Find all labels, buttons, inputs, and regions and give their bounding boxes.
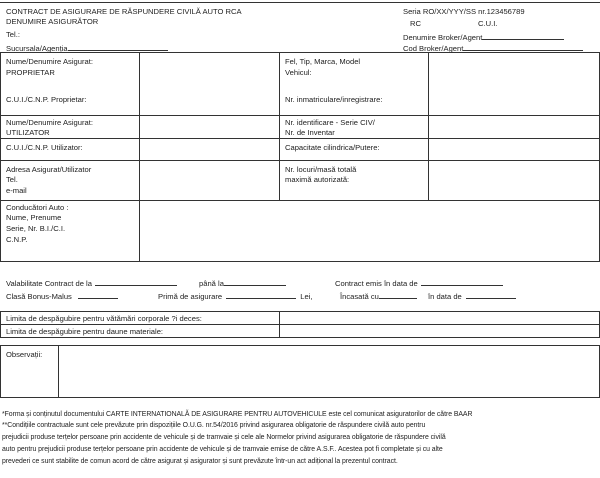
footer-note-1: *Forma și conținutul documentului CARTE INTERNATIONALĂ DE ASIGURARE PENTRU AUTOVEHICULE este cel comunicat asiguratorilor de către BAAR — [2, 411, 473, 418]
premium-field[interactable] — [158, 290, 313, 301]
owner-cnp-label: C.U.I./C.N.P. Proprietar: — [6, 95, 87, 104]
bonus-malus-field[interactable] — [6, 290, 118, 301]
valid-from-field[interactable] — [6, 277, 177, 288]
premium-label: Primă de asigurare — [158, 292, 223, 301]
collected-label: Încasată cu — [340, 292, 379, 301]
rc-label: RC — [410, 19, 421, 28]
owner-name-label: Nume/Denumire Asigurat: — [6, 57, 93, 66]
broker-name-blank[interactable] — [482, 31, 564, 40]
drivers-label: Conducători Auto : — [6, 203, 69, 212]
vehicle-type-label-2: Vehicul: — [285, 68, 312, 77]
currency-label: Lei, — [300, 292, 313, 301]
observations-label: Observații: — [6, 350, 43, 359]
bonus-malus-label: Clasă Bonus-Malus — [6, 292, 72, 301]
address-phone-label: Tel. — [6, 175, 18, 184]
bonus-malus-blank[interactable] — [78, 290, 118, 299]
footer-note-2: **Condițiile contractuale sunt cele prevăzute prin dispozițiile O.U.G. nr.54/2016 privind asigurarea obligatorie de răspundere civilă auto pentru — [2, 422, 426, 429]
owner-role: PROPRIETAR — [6, 68, 55, 77]
user-role: UTILIZATOR — [6, 128, 50, 137]
valid-from-label: Valabilitate Contract de la — [6, 279, 92, 288]
user-name-label: Nume/Denumire Asigurat: — [6, 118, 93, 127]
on-date-blank[interactable] — [466, 290, 516, 299]
grid-row-line — [0, 160, 600, 161]
on-date-field[interactable] — [428, 290, 516, 301]
contract-title: CONTRACT DE ASIGURARE DE RĂSPUNDERE CIVILĂ AUTO RCA — [6, 7, 242, 16]
grid-divider-3 — [428, 52, 429, 200]
observations-input[interactable] — [59, 346, 599, 397]
collected-field[interactable] — [340, 290, 417, 301]
bodily-limit-label: Limita de despăgubire pentru vătămări corporale ?i deces: — [6, 314, 202, 323]
cui-label: C.U.I. — [478, 19, 498, 28]
grid-divider-2 — [279, 52, 280, 200]
header-top-border — [0, 2, 600, 3]
drivers-cnp-label: C.N.P. — [6, 235, 28, 244]
seats-label-2: maximă autorizată: — [285, 175, 350, 184]
issued-field[interactable] — [335, 277, 503, 288]
grid-row-line — [0, 115, 600, 116]
broker-code-field[interactable] — [403, 42, 583, 53]
issued-blank[interactable] — [421, 277, 503, 286]
insurer-name-label: DENUMIRE ASIGURĂTOR — [6, 17, 99, 26]
valid-to-field[interactable] — [199, 277, 286, 288]
drivers-id-label: Serie, Nr. B.I./C.I. — [6, 224, 66, 233]
seats-label: Nr. locuri/masă totală — [285, 165, 357, 174]
premium-blank[interactable] — [226, 290, 296, 299]
registration-label: Nr. inmatriculare/inregistrare: — [285, 95, 383, 104]
issued-label: Contract emis în data de — [335, 279, 418, 288]
broker-code-blank[interactable] — [463, 42, 583, 51]
broker-name-label: Denumire Broker/Agent — [403, 33, 483, 42]
user-cnp-label: C.U.I./C.N.P. Utilizator: — [6, 143, 83, 152]
grid-row-line — [0, 138, 600, 139]
branch-field[interactable] — [6, 42, 168, 53]
broker-code-label: Cod Broker/Agent — [403, 44, 464, 53]
limits-col-divider — [279, 311, 280, 338]
limits-row-divider — [0, 324, 600, 325]
footer-note-5: prevederi ce sunt stabilite de comun acord de către asigurat și asigurator și sunt prevăzute într-un act adițional la prezentul contract. — [2, 458, 398, 465]
branch-blank[interactable] — [68, 42, 168, 51]
grid-row-line — [0, 200, 600, 201]
footer-note-4: auto pentru prejudicii produse terțelor persoane prin accidente de vehicule și de tramvaie emise de către A.S.F.. Acestea pot fi completate și cu alte — [2, 446, 443, 453]
valid-to-blank[interactable] — [224, 277, 286, 286]
on-date-label: în data de — [428, 292, 462, 301]
material-limit-label: Limita de despăgubire pentru daune materiale: — [6, 327, 164, 336]
vin-label: Nr. identificare - Serie CIV/ — [285, 118, 375, 127]
valid-from-blank[interactable] — [95, 277, 177, 286]
broker-name-field[interactable] — [403, 31, 564, 42]
branch-label: Sucursala/Agenția — [6, 44, 68, 53]
footer-note-3: prejudicii produse terțelor persoane prin accidente de vehicule și de tramvaie și cele ale Normelor privind asigurarea obligatorie de răspundere civilă — [2, 434, 446, 441]
valid-to-label: până la — [199, 279, 224, 288]
capacity-label: Capacitate cilindrica/Putere: — [285, 143, 380, 152]
address-email-label: e-mail — [6, 186, 27, 195]
phone-label: Tel.: — [6, 30, 20, 39]
collected-blank[interactable] — [379, 290, 417, 299]
main-grid — [0, 52, 600, 262]
grid-divider-1 — [139, 52, 140, 262]
vin-label-2: Nr. de Inventar — [285, 128, 335, 137]
vehicle-type-label: Fel, Tip, Marca, Model — [285, 57, 361, 66]
address-label: Adresa Asigurat/Utilizator — [6, 165, 92, 174]
drivers-name-label: Nume, Prenume — [6, 213, 62, 222]
series-number: Seria RO/XX/YYY/SS nr.123456789 — [403, 7, 525, 16]
